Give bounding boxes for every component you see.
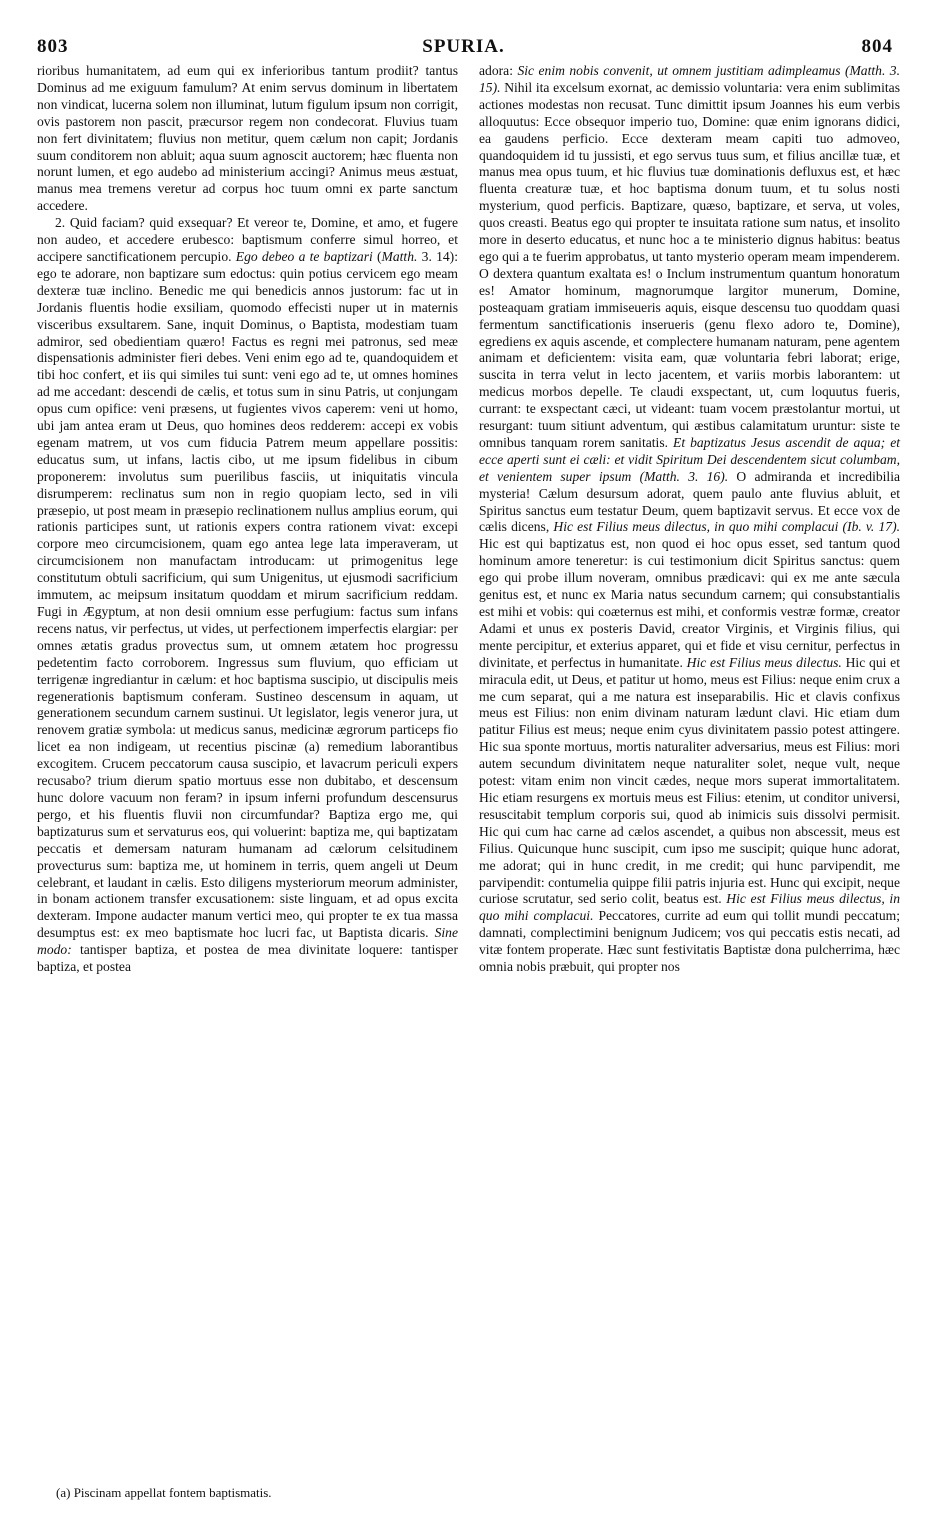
page-number-right: 804 — [861, 36, 893, 57]
scripture-reference: (Matth. 3. 16). — [639, 468, 729, 484]
right-column — [479, 63, 900, 976]
scripture-quote: Ego debeo a te baptizari — [235, 248, 373, 264]
running-title: SPURIA. — [422, 36, 505, 57]
scripture-quote: Sic enim nobis convenit, ut omnem justitiam adimpleamus — [517, 63, 841, 78]
paragraph-text: 2. Quid faciam? quid exsequar? Et vereor te, Domine, et amo, et fugere non audeo, et accedere erubesco: baptismum conferre simul horreo, et accipere sanctificationem percupio. — [37, 215, 458, 264]
paragraph-text: O admiranda et incredibilia mysteria! Cælum desursum adorat, quem paulo ante fluvius abluit, et Spiritus sanctus eum testatur Deum, quem baptizavit servus. Et ecce vox de cælis dicens, — [479, 468, 901, 535]
paragraph-text: adora: — [479, 63, 513, 78]
paren: ( — [377, 248, 382, 264]
scripture-reference: Matth. — [381, 248, 418, 264]
paragraph-text: Peccatores, currite ad eum qui tollit mundi peccatum; damnati, complectimini benignum Judicem; vos qui peccatis estis necati, ad vitæ fontem properate. Hæc sunt festivitatis Baptistæ dona pulcherrima, hæc omnia nobis præbuit, qui propter nos — [479, 908, 900, 975]
paragraph — [479, 63, 900, 976]
scripture-quote: Sine modo: — [37, 925, 458, 958]
scripture-quote: Et baptizatus Jesus ascendit de aqua; et ecce aperti sunt ei cæli: et vidit Spiritum Dei descendentem sicut columbam, et venientem super ipsum — [479, 434, 901, 484]
paragraph-text: Hic qui et miracula edit, ut Deus, et patitur ut homo, meus est Filius: neque enim crux a me cum separat, qui a me natura est inseparabilis. Hic et clavis confixus meus est Filius: non enim divinam naturam lædunt clavi. Hic etiam dum patitur Filius est meus; neque enim cyus divinitatem passio potest attingere. Hic sua sponte mortuus, mortis naturaliter adversarius, meus est Filius: mori autem secundum divinitatem neque naturaliter solet, neque vult, neque potest: vitam enim non vincit cædes, neque mors superat immortalitatem. Hic etiam resurgens ex mortuis meus est Filius: etenim, ut conditor universi, resuscitabit templum corporis sui, quod ab inimicis suis dissolvi permisit. Hic qui cum hac carne ad cælos ascendet, a quibus non abscessit, meus est Filius. Quicunque hunc suscipit, cum ipso me suscipit; quique hunc adorat, me adorat; qui in hunc credit, in me credit; qui hunc parvipendit, me parvipendit: contumelia quippe filii patris injuria est. Hunc qui excipit, neque curiose scrutatur, sed serio colit, beatus est. — [479, 654, 900, 907]
paragraph-text: 3. 14): ego te adorare, non baptizare sum edoctus: quin potius cervicem ego meam dexteræ tuæ inclino. Benedic me qui benedicis annos justorum: fac ut in Jordanis fluentis hodie exsiliam, quomodo effecisti nuper ut in maternis visceribus exsultarem. Sane, inquit Dominus, o Baptista, modestiam tuam admiror, sed obedientiam quæro! Factus es regni mei patronus, sed meæ dispensationis administer fieri debes. Veni enim ego ad te, quandoquidem et tibi hoc confert, et iis qui similes tui sunt: veni ego ad te, ut omnes homines ad me accedant: descendi de cælis, et totus sum in sinu Patris, ut conjungam opus cum opifice: veni præsens, ut fugientes vivos caperem: veni ut homo, ubi jam antea eram ut Deus, quo homines deos redderem: accepi ex vobis egenam matrem, ut vos cum fiducia Patrem meum appellare possitis: educatus sum, ut infans, lactis cibo, ut me ipsum fidelibus in cibum proponerem: involutus sum puerilibus fasciis, ut iniquitatis vincula disrumperem: reclinatus sum non in regio quopiam lecto, sed in vili præsepio, ut post meam in præsepio reclinationem nullus amplius eorum, qui rationis participes sunt, ut rationis expers contra rationem vivat: excepi corpore meo circumcisionem, quam ego antea lege lata imperaveram, ut circumcisionem non manufactam introducam: ut primogenitus lege constitutum obtuli sacrificium, qui sum Unigenitus, ut ejusmodi sacrificium immutem, ac meipsum insitatum quoddam et mirum sacrificium reddam. Fugi in Ægyptum, at non desii omnium esse perfugium: factus sum infans recens natus, vir perfectus, ut vides, ut perfectionem imperfectis elargiar: per omnes ætatis gradus provectus sum, ut omnem ætatem hoc progressu pedetentim facto corroborem. Ingressus sum fluvium, quo efficiam ut terrigenæ ingrediantur in cælum: et hoc baptisma suscipio, ut discipulis meis regenerationis baptismum conferam. Sustineo descensum in aquam, ut generationem secundum carnem sustinui. Ut legislator, legis veneror jura, ut renovem gratiæ symbola: ut medicus sanus, medicinæ ægrorum particeps fio licet ea non indigeam, ut recentius piscinæ (a) remedium laborantibus excogitem. Crucem peccatorum causa suscipio, et lavacrum periculi expers recusabo? trium dierum spatio mortuus esse non dubitabo, et descensum hunc dolore vacuum non feram? in ipsum inferni profundum descensurus pergo, et his fluentis fluvii non circumfundar? Baptiza ergo me, qui baptizaturus sum et servaturus eos, qui voluerint: baptiza me, qui baptizatam peccatis et demersam naturam humanam ad cælorum celsitudinem provecturus sum: baptiza me, ut hominem in terris, quem angeli ut Deum celebrant, et laudant in cælis. Esto diligens mysteriorum meorum administer, in bonam actionem transfer excusationem: siste linguam, et ad opus excita dexteram. Impone audacter manum vertici meo, qui propter te ex tua massa desumptus est: ex meo baptismate hoc lucri fac, ut Baptista dicaris. — [37, 248, 458, 941]
scripture-quote: Hic est Filius meus dilectus, in quo mihi complacui — [553, 519, 839, 535]
scripture-reference: (Ib. v. 17). — [842, 519, 900, 535]
paragraph-text: Nihil ita excelsum exornat, ac demissio voluntaria: vera enim sublimitas actiones modestas non recusat. Tunc dimittit ipsum Joannes his eum verbis alloquutus: Ecce obsequor imperio tuo, Domine: quæ enim ignorans didici, ea gaudens perficio. Ecce dexteram meam capiti tuo admoveo, quandoquidem id tu jussisti, et ego servus tuus sum, et filius ancillæ tuæ, et manus mea opus tuum, et hic fluvius tuæ dominationis defluxus est, et hæc fluenta creaturæ tuæ, et hoc baptisma donum tuum, et tu solus nosti mysterium, quod perficis. Baptizare, quæso, baptizare, et serva, ut voles, quos creasti. Beatus ego qui propter te insuitata ratione sum natus, et insolito more in deserto educatus, et nunc hoc a te ministerio dignus habitus: beatus ego qui a te fuerim approbatus, ut tanto mysterio operam meam impenderem. O dextera quantum exaltata es! o Inclum instrumentum quantum honoratum es! Amator hominum, magnorumque largitor munerum, Domine, posteaquam gratiam immiseueris aquis, eisque descensu tuo quoddam quasi fermentum sanctificationis inserueris (genu flexo adoro te, Domine), egrediens ex aquis ascende, et complectere humanam naturam, pene agentem animam et deficientem: visita eam, quæ voluntaria febri laborat; erige, suscita in terra velut in lecto jacentem, et variis morbis laborantem: ut medicus morbos depelle. Te claudi exspectant, ut, cum loquutus fueris, currant: te exspectant cæci, ut videant: tuam vocem præstolantur mortui, ut resurgant: tuum sitiunt adventum, qui æstibus calamitatum uruntur: siste te omnibus tanquam rorem sanitatis. — [479, 79, 900, 450]
footnote — [56, 1485, 272, 1501]
paragraph: rioribus humanitatem, ad eum qui ex inferioribus tantum prodiit? tantus Dominus ad me exiguum famulum? At enim servus dominum in libertatem non vindicat, lucerna solem non illuminat, lutum figulum ipsum non corrigit, ovis pastorem non pascit, præcursor regem non condecorat. Fluvius tuam non fert divinitatem; fluvius non metitur, quem cælum non capit; Jordanis suum conditorem non abluit; aqua suum agnoscit auctorem; hæc fluenta non norunt lumen, et ego audebo ad ministerium accingi? Animus meus æstuat, manus mea tremens veretur ad corpus hoc tuum omni ex parte sanctum accedere. — [37, 63, 458, 214]
paragraph-text: Hic est qui baptizatus est, non quod ei hoc opus esset, sed tantum quod hominum amore teneretur: is cui testimonium dicit Spiritus sanctus: quem ego qui probe illum noveram, omnibus prædicavi: qui ex me ante sæcula genitus est, et nunc ex Maria natus secundum carnem; qui consubstantialis est mihi et vobis: qui coæternus est mihi, et conformis vestræ formæ, creator Adami et unus ex posteris David, creator Virginis, et Virginis filius, qui mente percipitur, et exterius apparet, qui et fide et visu cernitur, perfectus in divinitate, et perfectus in humanitate. — [479, 536, 900, 670]
paragraph-text: tantisper baptiza, et postea de mea divinitate loquere: tantisper baptiza, et postea — [37, 942, 458, 975]
scripture-quote: Hic est Filius meus dilectus, in quo mihi complacui. — [479, 891, 900, 924]
page-number-left: 803 — [37, 36, 69, 57]
paragraph — [37, 215, 458, 976]
scripture-reference: (Matth. 3. 15). — [479, 63, 901, 95]
footnote-marker: (a) — [56, 1485, 71, 1500]
left-column — [37, 63, 458, 976]
footnote-text: Piscinam appellat fontem baptismatis. — [73, 1485, 272, 1500]
scripture-quote: Hic est Filius meus dilectus. — [686, 654, 842, 670]
